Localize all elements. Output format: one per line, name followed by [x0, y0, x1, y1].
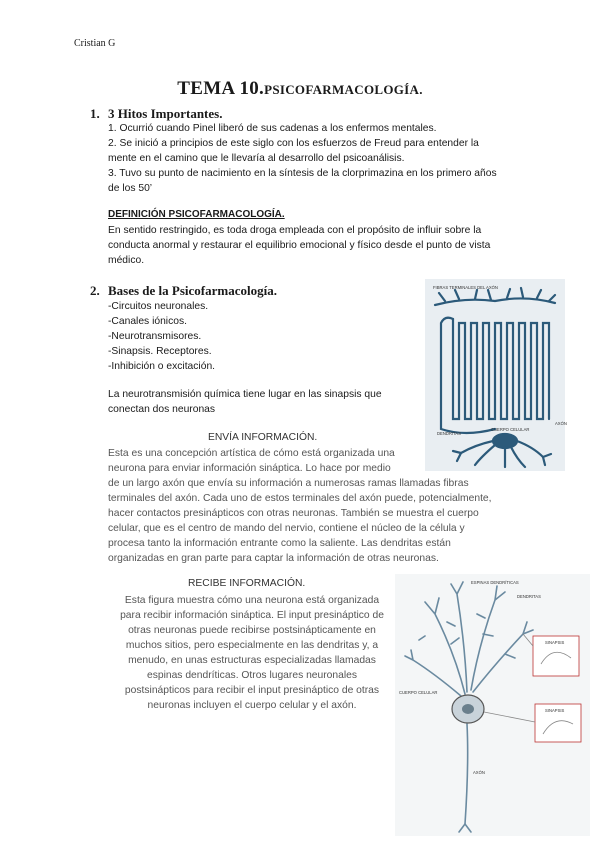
section1-item: 1. Ocurrió cuando Pinel liberó de sus cadenas a los enfermos mentales. — [108, 123, 437, 134]
section1-number: 1. — [90, 106, 100, 121]
envia-line: procesa tanto la información entrante como la saliente. Las dendritas están — [108, 538, 451, 549]
recibe-line: espinas dendríticas. Otros lugares neuronales — [146, 670, 358, 681]
title-sub: PSICOFARMACOLOGÍA. — [264, 82, 423, 97]
recibe-line: otras neuronas puede recibirse postsinápticamente en — [128, 625, 376, 636]
section1-item: mente en el camino que le llevaría al desarrollo del psicoanálisis. — [108, 153, 405, 164]
section2-number: 2. — [90, 283, 100, 298]
page-title — [0, 78, 600, 100]
recibe-line: postsinápticos para recibir el input presináptico de otras — [124, 685, 380, 696]
fig2-label-inset1: SINAPSIS — [545, 640, 565, 645]
section1-item: 3. Tuvo su punto de nacimiento en la síntesis de la clorprimazina en los primero años — [108, 168, 497, 179]
section2-list — [108, 299, 215, 374]
envia-text — [108, 446, 538, 566]
neuron-receive-illustration — [395, 574, 590, 836]
definition-line: conducta anormal y restaurar el equilibrio emocional y físico desde el punto de vista — [108, 240, 491, 251]
recibe-line: muchos sitios, pero especialmente en las dendritas y, a — [125, 640, 379, 651]
definition-title: DEFINICIÓN PSICOFARMACOLOGÍA. — [108, 209, 285, 220]
section2-item: -Neurotransmisores. — [108, 331, 202, 342]
fig1-label-terminals: FIBRAS TERMINALES DEL AXÓN — [433, 285, 498, 290]
recibe-line: menudo, en unas estructuras especializadas llamadas — [128, 655, 376, 666]
section1-heading: 3 Hitos Importantes. — [108, 106, 223, 121]
definition-line: médico. — [108, 255, 145, 266]
envia-line: de un largo axón que envía su información a numerosas ramas llamadas fibras — [108, 478, 469, 489]
envia-line: organizadas en gran parte para captar la información de otras neuronas. — [108, 553, 439, 564]
note-line: La neurotransmisión química tiene lugar en las sinapsis que — [108, 389, 382, 400]
fig2-label-dendrites: DENDRITAS — [517, 594, 541, 599]
section1-list — [108, 121, 548, 196]
fig2-label-cell-body: CUERPO CELULAR — [399, 690, 438, 695]
section2-item: -Sinapsis. Receptores. — [108, 346, 212, 357]
recibe-line: para recibir información sináptica. El input presináptico de — [120, 610, 384, 621]
recibe-line: Esta figura muestra cómo una neurona está organizada — [124, 595, 380, 606]
envia-caption: ENVÍA INFORMACIÓN. — [208, 432, 318, 443]
section1-item: 2. Se inició a principios de este siglo con los esfuerzos de Freud para entender la — [108, 138, 479, 149]
neuron-send-illustration — [425, 279, 565, 471]
neuron-send-figure — [425, 279, 565, 471]
envia-line: Esta es una concepción artística de cómo está organizada una — [108, 448, 395, 459]
recibe-caption: RECIBE INFORMACIÓN. — [188, 578, 306, 589]
envia-line: neurona para enviar información sináptica. Lo hace por medio — [108, 463, 391, 474]
author-name: Cristian G — [74, 38, 116, 49]
section1-item: de los 50’ — [108, 183, 153, 194]
fig2-label-spines: ESPINAS DENDRÍTICAS — [471, 580, 519, 585]
neurotransmission-note — [108, 387, 418, 417]
fig1-label-axon: AXÓN — [555, 421, 567, 426]
fig2-label-axon: AXÓN — [473, 770, 485, 775]
section2-item: -Canales iónicos. — [108, 316, 187, 327]
definition-line: En sentido restringido, es toda droga empleada con el propósito de influir sobre la — [108, 225, 482, 236]
neuron-receive-figure — [395, 574, 590, 836]
envia-line: hacer contactos presinápticos con otras neuronas. También se muestra el cuerpo — [108, 508, 479, 519]
envia-line: celular, que es el centro de mando del nervio, contiene el núcleo de la célula y — [108, 523, 465, 534]
section2-item: -Circuitos neuronales. — [108, 301, 209, 312]
definition-text — [108, 223, 548, 268]
title-main: TEMA 10. — [177, 78, 265, 99]
note-line: conectan dos neuronas — [108, 404, 216, 415]
fig2-label-inset2: SINAPSIS — [545, 708, 565, 713]
envia-line: terminales del axón. Cada uno de estos terminales del axón puede, potencialmente, — [108, 493, 492, 504]
fig1-label-dendrites: DENDRITAS — [437, 431, 461, 436]
recibe-line: neuronas incluyen el cuerpo celular y el axón. — [147, 700, 357, 711]
section2-item: -Inhibición o excitación. — [108, 361, 216, 372]
fig1-label-cell-body: CUERPO CELULAR — [491, 427, 530, 432]
section2-heading: Bases de la Psicofarmacología. — [108, 283, 277, 298]
recibe-text — [108, 593, 396, 713]
